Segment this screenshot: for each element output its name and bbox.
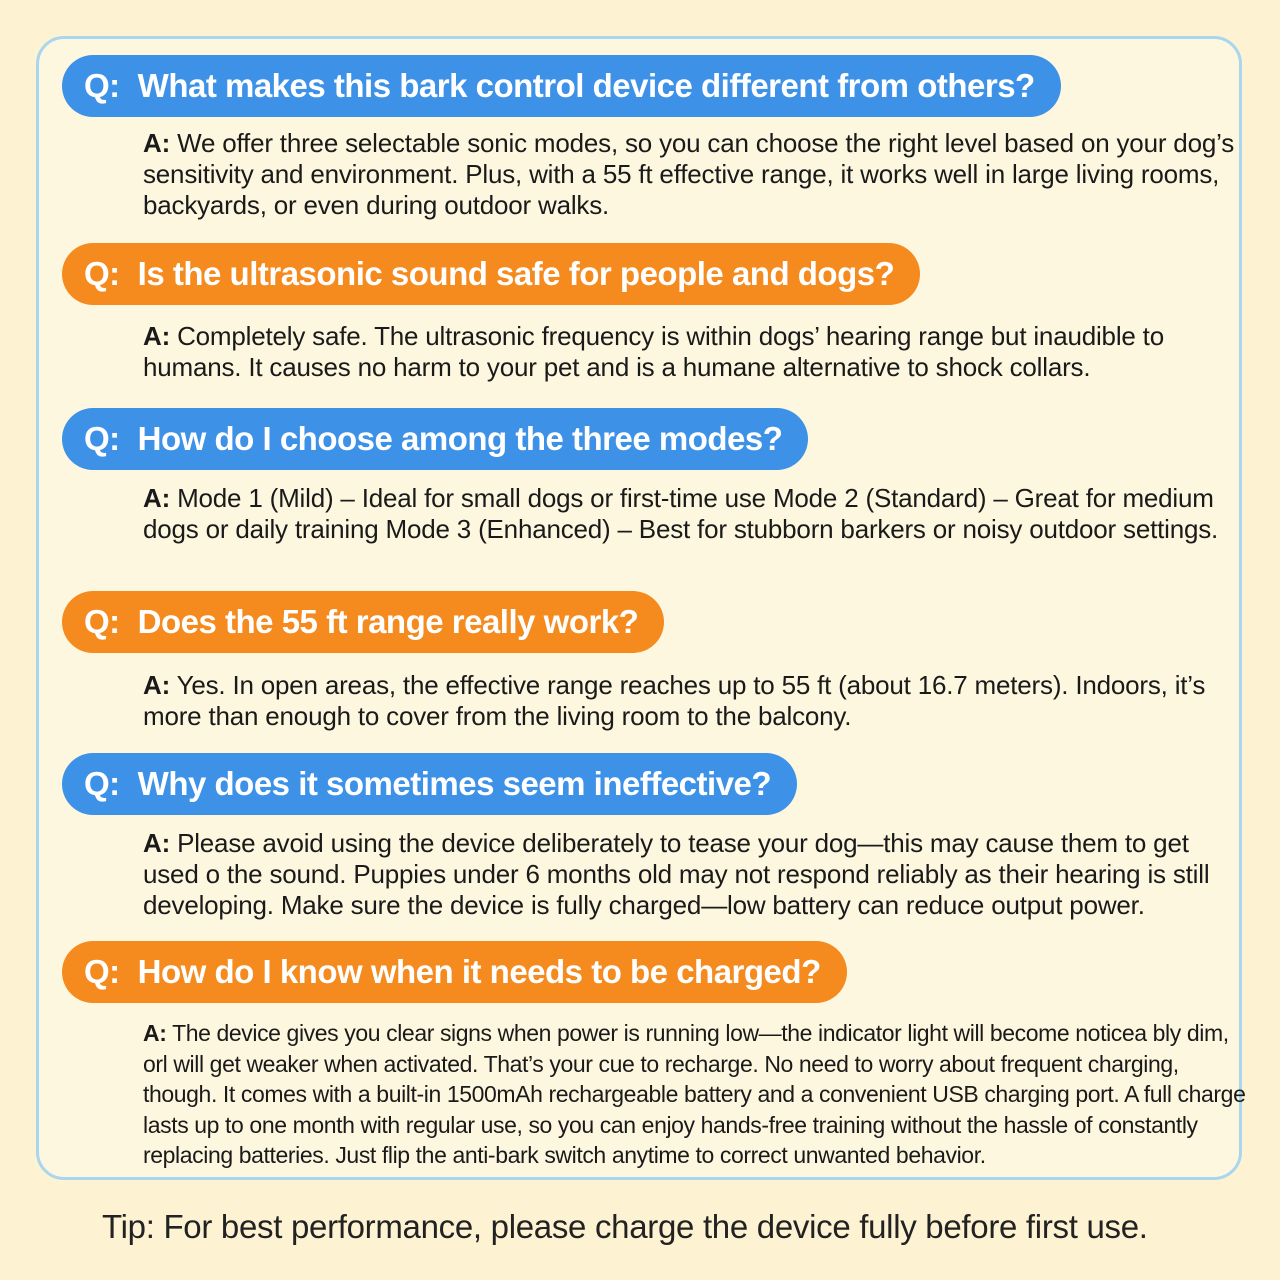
question-text: How do I choose among the three modes?: [137, 420, 783, 457]
question-prefix: Q:: [84, 255, 120, 292]
question-pill-4: [62, 591, 664, 653]
question-pill-2: [62, 243, 920, 305]
question-prefix: Q:: [84, 603, 120, 640]
answer-prefix: A:: [143, 321, 171, 351]
answer-text: Completely safe. The ultrasonic frequency is within dogs’ hearing range but inaudible to humans. It causes no harm to your pet and is a humane alternative to shock collars.: [143, 321, 1164, 382]
answer-6: [143, 1018, 1253, 1171]
answer-3: [143, 483, 1243, 545]
answer-text: Mode 1 (Mild) – Ideal for small dogs or first-time use Mode 2 (Standard) – Great for medium dogs or daily training Mode 3 (Enhanced) – Best for stubborn barkers or noisy outdoor settings.: [143, 483, 1219, 544]
answer-text: Yes. In open areas, the effective range reaches up to 55 ft (about 16.7 meters). Indoors, it’s more than enough to cover from the living room to the balcony.: [143, 670, 1206, 731]
question-pill-5: [62, 753, 797, 815]
answer-5: [143, 828, 1243, 921]
question-prefix: Q:: [84, 420, 120, 457]
question-text: What makes this bark control device different from others?: [137, 67, 1035, 104]
answer-text: We offer three selectable sonic modes, so you can choose the right level based on your dog’s sensitivity and environment. Plus, with a 55 ft effective range, it works well in large living rooms, backyards, or even during outdoor walks.: [143, 128, 1234, 220]
answer-text: The device gives you clear signs when power is running low—the indicator light will become noticea bly dim, orl will get weaker when activated. That’s your cue to recharge. No need to worry about frequent charging, though. It comes with a built-in 1500mAh rechargeable battery and a convenient USB charging port. A full charge lasts up to one month with regular use, so you can enjoy hands-free training without the hassle of constantly replacing batteries. Just flip the anti-bark switch anytime to correct unwanted behavior.: [143, 1020, 1246, 1168]
question-pill-3: [62, 408, 808, 470]
question-prefix: Q:: [84, 765, 120, 802]
question-pill-1: [62, 55, 1061, 117]
question-prefix: Q:: [84, 67, 120, 104]
question-text: How do I know when it needs to be charged?: [137, 953, 821, 990]
answer-4: [143, 670, 1243, 732]
answer-text: Please avoid using the device deliberately to tease your dog—this may cause them to get used o the sound. Puppies under 6 months old may not respond reliably as their hearing is still developing. Make sure the device is fully charged—low battery can reduce output power.: [143, 828, 1210, 920]
question-text: Does the 55 ft range really work?: [137, 603, 639, 640]
tip-text: Tip: For best performance, please charge the device fully before first use.: [102, 1208, 1148, 1245]
question-text: Is the ultrasonic sound safe for people and dogs?: [137, 255, 895, 292]
answer-prefix: A:: [143, 670, 171, 700]
question-prefix: Q:: [84, 953, 120, 990]
answer-prefix: A:: [143, 128, 171, 158]
answer-prefix: A:: [143, 483, 171, 513]
answer-2: [143, 321, 1243, 383]
question-text: Why does it sometimes seem ineffective?: [137, 765, 772, 802]
question-pill-6: [62, 941, 847, 1003]
answer-prefix: A:: [143, 828, 171, 858]
answer-prefix: A:: [143, 1020, 167, 1046]
answer-1: [143, 128, 1243, 221]
